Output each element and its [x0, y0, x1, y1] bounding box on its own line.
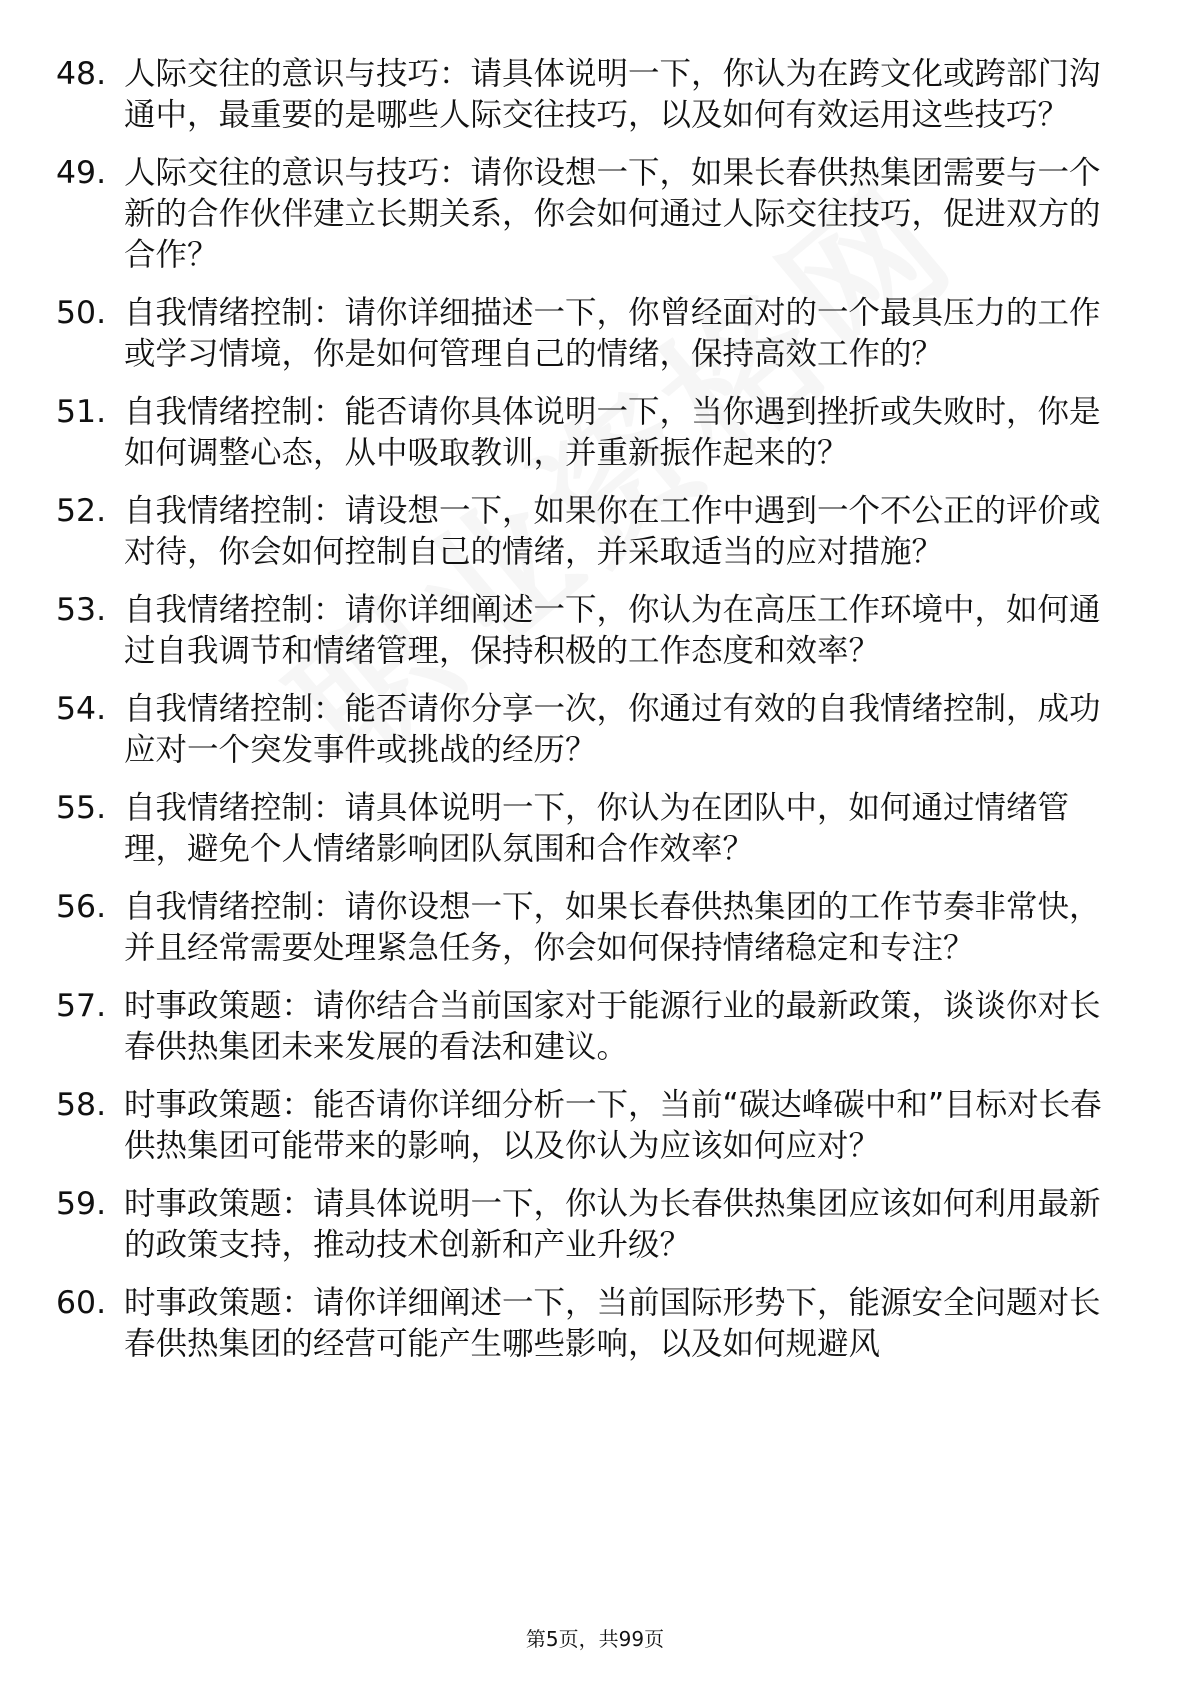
- question-item: [56, 293, 1126, 375]
- question-text: 自我情绪控制：请你详细描述一下，你曾经面对的一个最具压力的工作或学习情境，你是如何管理自己的情绪，保持高效工作的？: [124, 295, 1101, 372]
- question-text: 人际交往的意识与技巧：请具体说明一下，你认为在跨文化或跨部门沟通中，最重要的是哪些人际交往技巧，以及如何有效运用这些技巧？: [124, 56, 1101, 133]
- question-text: 人际交往的意识与技巧：请你设想一下，如果长春供热集团需要与一个新的合作伙伴建立长期关系，你会如何通过人际交往技巧，促进双方的合作？: [124, 155, 1101, 273]
- question-text: 时事政策题：请你结合当前国家对于能源行业的最新政策，谈谈你对长春供热集团未来发展的看法和建议。: [124, 988, 1101, 1065]
- question-number: 53.: [56, 592, 107, 628]
- question-item: [56, 1085, 1126, 1167]
- question-number: 54.: [56, 691, 107, 727]
- question-text: 时事政策题：请你详细阐述一下，当前国际形势下，能源安全问题对长春供热集团的经营可能产生哪些影响，以及如何规避风: [124, 1285, 1101, 1362]
- question-item: [56, 590, 1126, 672]
- question-text: 自我情绪控制：能否请你分享一次，你通过有效的自我情绪控制，成功应对一个突发事件或挑战的经历？: [124, 691, 1101, 768]
- question-number: 55.: [56, 790, 107, 826]
- question-number: 58.: [56, 1087, 107, 1123]
- question-text: 自我情绪控制：请设想一下，如果你在工作中遇到一个不公正的评价或对待，你会如何控制自己的情绪，并采取适当的应对措施？: [124, 493, 1101, 570]
- question-number: 50.: [56, 295, 107, 331]
- question-number: 51.: [56, 394, 107, 430]
- question-text: 自我情绪控制：请你设想一下，如果长春供热集团的工作节奏非常快，并且经常需要处理紧急任务，你会如何保持情绪稳定和专注？: [124, 889, 1101, 966]
- question-item: [56, 887, 1126, 969]
- question-text: 自我情绪控制：请具体说明一下，你认为在团队中，如何通过情绪管理，避免个人情绪影响团队氛围和合作效率？: [124, 790, 1070, 867]
- question-number: 59.: [56, 1186, 107, 1222]
- question-item: [56, 1283, 1126, 1365]
- question-text: 自我情绪控制：请你详细阐述一下，你认为在高压工作环境中，如何通过自我调节和情绪管理，保持积极的工作态度和效率？: [124, 592, 1101, 669]
- question-item: [56, 153, 1126, 276]
- question-number: 48.: [56, 56, 107, 92]
- question-item: [56, 788, 1126, 870]
- question-text: 时事政策题：能否请你详细分析一下，当前“碳达峰碳中和”目标对长春供热集团可能带来的影响，以及你认为应该如何应对？: [124, 1087, 1102, 1164]
- question-number: 56.: [56, 889, 107, 925]
- question-number: 49.: [56, 155, 107, 191]
- page-footer: 第5页，共99页: [525, 1627, 665, 1651]
- question-item: [56, 491, 1126, 573]
- question-item: [56, 689, 1126, 771]
- question-number: 57.: [56, 988, 107, 1024]
- question-item: [56, 392, 1126, 474]
- question-list: [56, 54, 1126, 1382]
- question-text: 自我情绪控制：能否请你具体说明一下，当你遇到挫折或失败时，你是如何调整心态，从中吸取教训，并重新振作起来的？: [124, 394, 1101, 471]
- question-number: 60.: [56, 1285, 107, 1321]
- question-number: 52.: [56, 493, 107, 529]
- question-item: [56, 54, 1126, 136]
- question-text: 时事政策题：请具体说明一下，你认为长春供热集团应该如何利用最新的政策支持，推动技术创新和产业升级？: [124, 1186, 1101, 1263]
- question-item: [56, 1184, 1126, 1266]
- question-item: [56, 986, 1126, 1068]
